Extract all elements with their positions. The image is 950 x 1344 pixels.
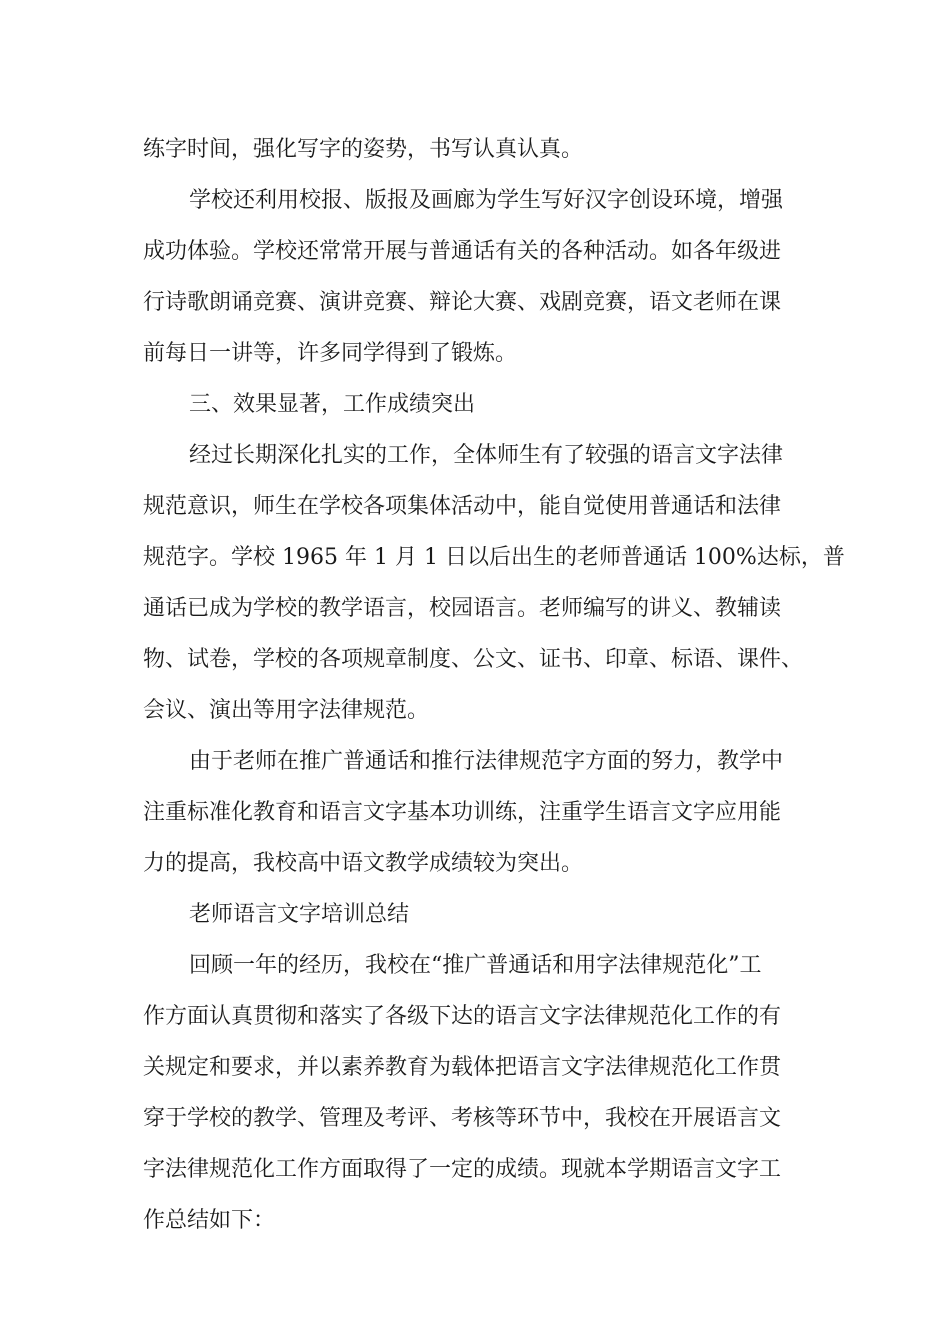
text-line-21: 字法律规范化工作方面取得了一定的成绩。现就本学期语言文字工: [143, 1157, 782, 1182]
text-line-14: 注重标准化教育和语言文字基本功训练，注重学生语言文字应用能: [143, 800, 782, 825]
text-line-17: 回顾一年的经历，我校在“推广普通话和用字法律规范化”工: [189, 953, 762, 978]
text-line-22: 作总结如下：: [143, 1208, 276, 1233]
text-line-13: 由于老师在推广普通话和推行法律规范字方面的努力，教学中: [189, 749, 784, 774]
text-line-5: 前每日一讲等，许多同学得到了锻炼。: [143, 341, 518, 366]
text-line-19: 关规定和要求，并以素养教育为载体把语言文字法律规范化工作贯: [143, 1055, 782, 1080]
text-line-8: 规范意识，师生在学校各项集体活动中，能自觉使用普通话和法律: [143, 494, 782, 519]
section-heading-3: 三、效果显著，工作成绩突出: [189, 392, 476, 417]
text-line-15: 力的提高，我校高中语文教学成绩较为突出。: [143, 851, 584, 876]
text-line-11: 物、试卷，学校的各项规章制度、公文、证书、印章、标语、课件、: [143, 647, 804, 672]
text-line-1: 练字时间，强化写字的姿势，书写认真认真。: [143, 137, 584, 162]
text-line-20: 穿于学校的教学、管理及考评、考核等环节中，我校在开展语言文: [143, 1106, 782, 1131]
text-line-7: 经过长期深化扎实的工作，全体师生有了较强的语言文字法律: [189, 443, 784, 468]
text-line-18: 作方面认真贯彻和落实了各级下达的语言文字法律规范化工作的有: [143, 1004, 782, 1029]
text-line-4: 行诗歌朗诵竞赛、演讲竞赛、辩论大赛、戏剧竞赛，语文老师在课: [143, 290, 782, 315]
text-line-12: 会议、演出等用字法律规范。: [143, 698, 430, 723]
document-body: [143, 124, 845, 1246]
text-line-10: 通话已成为学校的教学语言，校园语言。老师编写的讲义、教辅读: [143, 596, 782, 621]
text-line-9: 规范字。学校 1965 年 1 月 1 日以后出生的老师普通话 100%达标，普: [143, 545, 845, 570]
text-line-3: 成功体验。学校还常常开展与普通话有关的各种活动。如各年级进: [143, 239, 782, 264]
text-line-2: 学校还利用校报、版报及画廊为学生写好汉字创设环境，增强: [189, 188, 784, 213]
document-subtitle: 老师语言文字培训总结: [189, 902, 410, 927]
